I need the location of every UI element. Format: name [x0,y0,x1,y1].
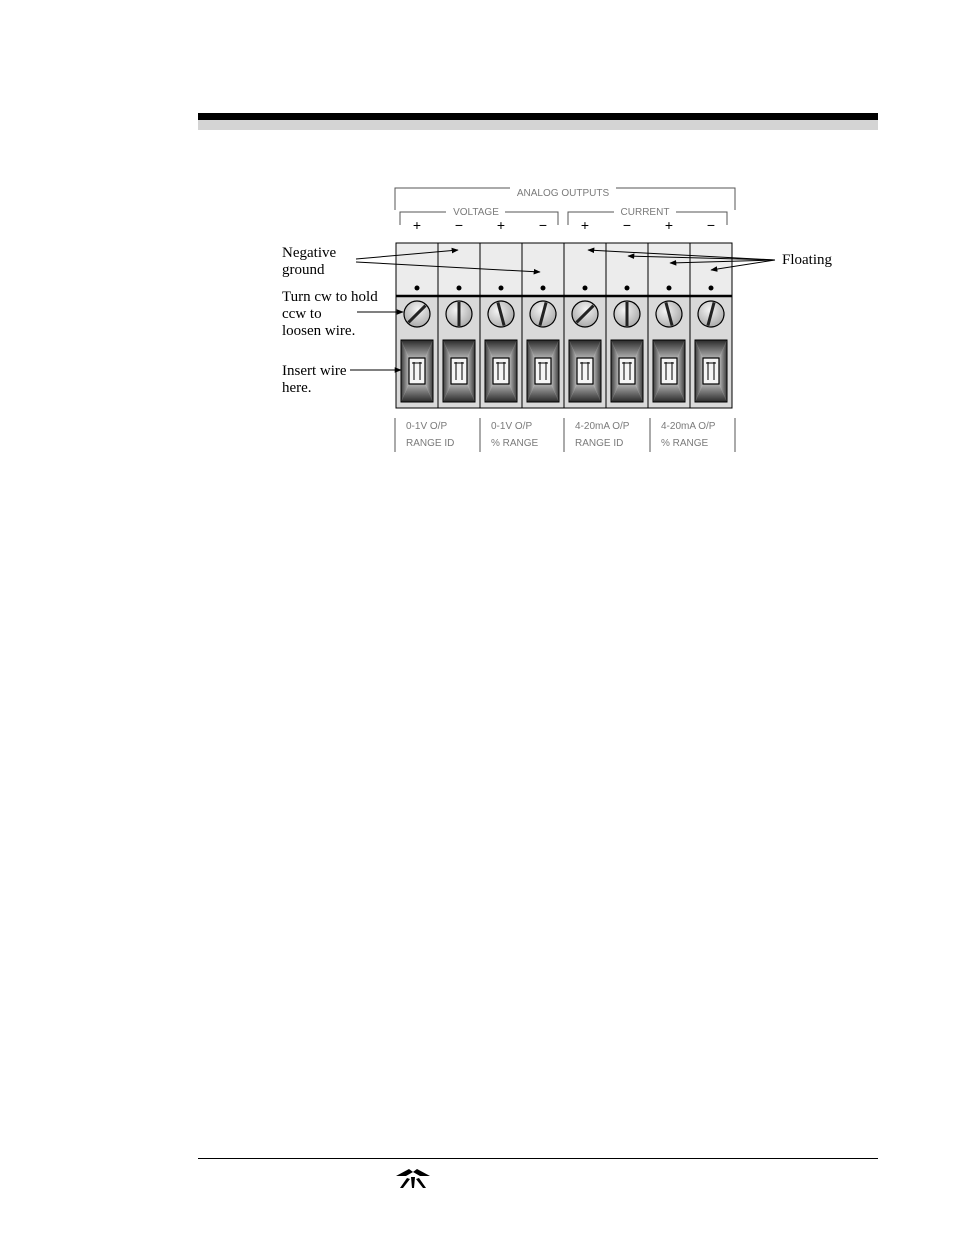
terminal-1 [396,243,438,408]
terminal-polarity-label: + [412,217,422,233]
output-group-line2: RANGE ID [575,438,624,449]
analog-outputs-label: ANALOG OUTPUTS [516,188,610,199]
output-group-line1: 0-1V O/P [406,421,448,432]
output-group-line2: RANGE ID [406,438,455,449]
wire-slot-opening [535,358,551,384]
terminal-polarity-label: + [496,217,506,233]
terminal-4 [522,243,564,408]
terminal-row [396,217,732,408]
insert-wire-callout: Insert wire here. [282,363,347,396]
footer-rule [198,1158,878,1159]
wire-slot-opening [661,358,677,384]
terminal-polarity-label: − [706,217,716,233]
wire-slot-opening [577,358,593,384]
wire-slot-opening [493,358,509,384]
terminal-marker-dot [499,286,504,291]
output-group-line1: 0-1V O/P [491,421,533,432]
terminal-marker-dot [541,286,546,291]
terminal-3 [480,243,522,408]
wire-slot-opening [703,358,719,384]
terminal-polarity-label: − [538,217,548,233]
terminal-marker-dot [415,286,420,291]
terminal-5 [564,243,606,408]
wire-slot-opening [409,358,425,384]
output-group-labels [406,421,716,449]
terminal-marker-dot [625,286,630,291]
terminal-polarity-label: + [580,217,590,233]
terminal-marker-dot [709,286,714,291]
current-label: CURRENT [620,207,670,218]
turn-screw-callout: Turn cw to hold ccw to loosen wire. [282,289,378,339]
terminal-polarity-label: − [622,217,632,233]
terminal-polarity-label: − [454,217,464,233]
screw-icon [446,301,472,327]
voltage-label: VOLTAGE [453,207,499,218]
terminal-7 [648,243,690,408]
output-group-line1: 4-20mA O/P [661,421,716,432]
wire-slot-opening [451,358,467,384]
terminal-marker-dot [457,286,462,291]
negative-ground-callout: Negative ground [282,245,337,278]
terminal-marker-dot [583,286,588,291]
wire-slot-opening [619,358,635,384]
screw-icon [614,301,640,327]
output-group-line2: % RANGE [491,438,539,449]
terminal-6 [606,243,648,408]
company-logo-icon [392,1168,434,1190]
terminal-polarity-label: + [664,217,674,233]
floating-callout: Floating [782,252,833,268]
output-group-line1: 4-20mA O/P [575,421,630,432]
terminal-marker-dot [667,286,672,291]
output-group-line2: % RANGE [661,438,709,449]
